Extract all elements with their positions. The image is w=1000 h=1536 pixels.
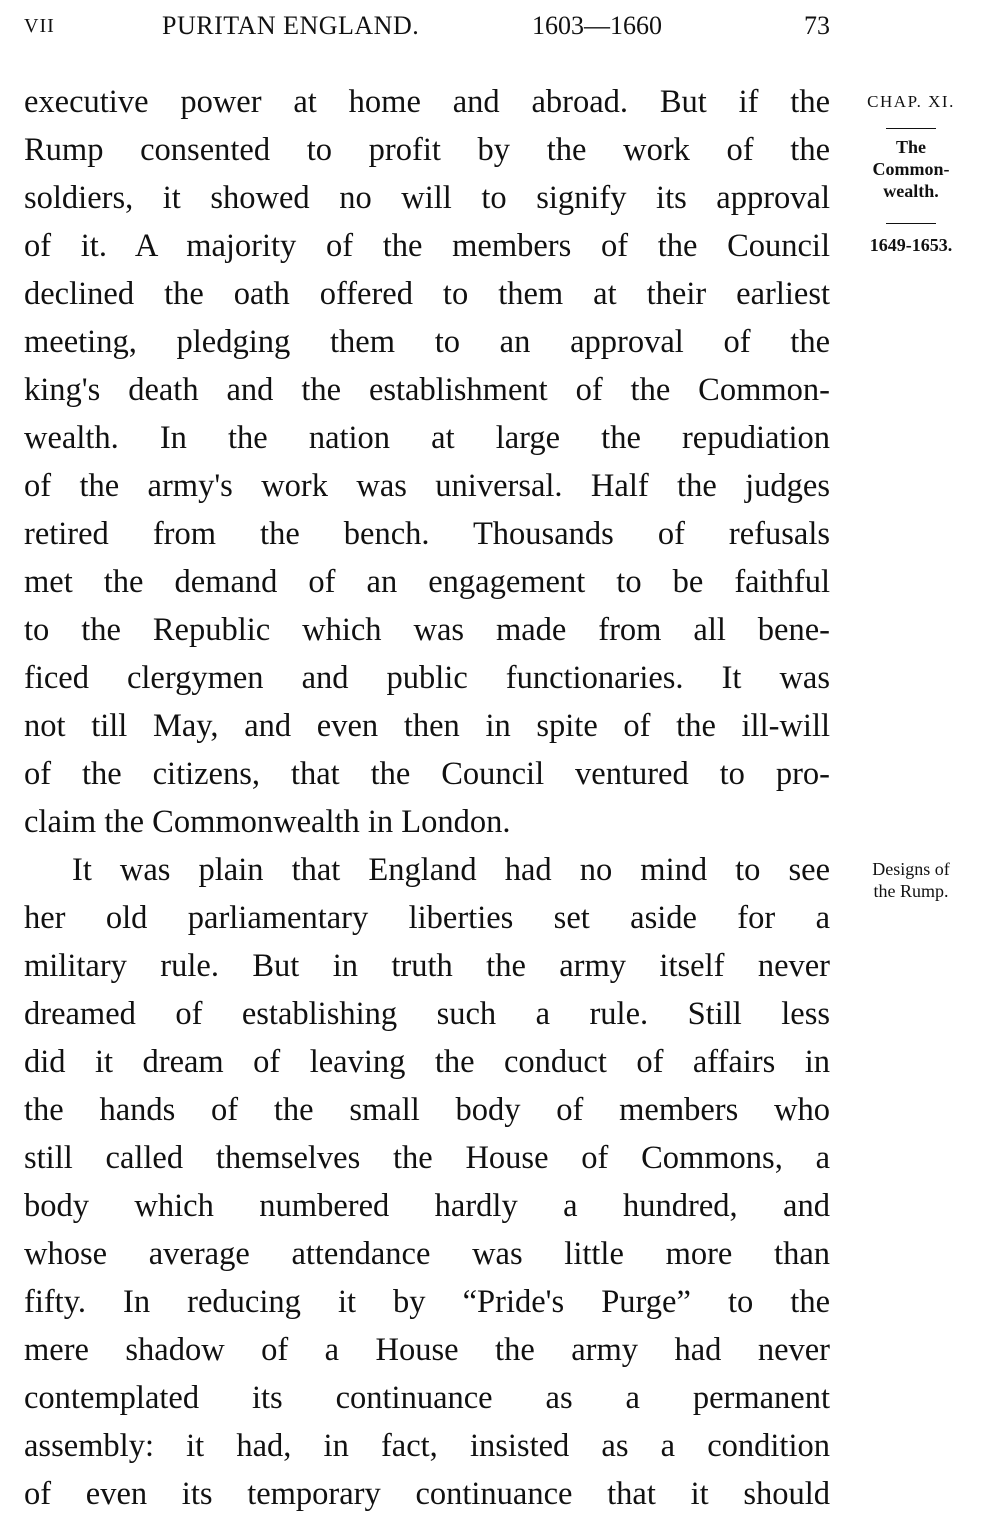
text-line: military rule. But in truth the army itself never (24, 948, 830, 984)
side-note-section-line: Designs of (872, 859, 950, 879)
text-line: declined the oath offered to them at their earliest (24, 276, 830, 312)
text-line: still called themselves the House of Commons, a (24, 1140, 830, 1176)
text-line: claim the Commonwealth in London. (24, 804, 511, 840)
page-number: 73 (804, 11, 830, 40)
side-note-rule (886, 128, 936, 129)
text-line: to the Republic which was made from all bene- (24, 612, 830, 648)
text-line: of it. A majority of the members of the Council (24, 228, 830, 264)
text-line: of the citizens, that the Council ventured to pro- (24, 756, 830, 792)
body-text (24, 78, 830, 1518)
text-line: Rump consented to profit by the work of the (24, 132, 830, 168)
text-line: assembly: it had, in fact, insisted as a condition (24, 1428, 830, 1464)
text-line: her old parliamentary liberties set aside for a (24, 900, 830, 936)
text-line: dreamed of establishing such a rule. Still less (24, 996, 830, 1032)
text-line: mere shadow of a House the army had never (24, 1332, 830, 1368)
side-note-subject (848, 136, 974, 202)
text-line: wealth. In the nation at large the repudiation (24, 420, 830, 456)
text-line: retired from the bench. Thousands of refusals (24, 516, 830, 552)
side-note-chapter: CHAP. XI. (867, 92, 955, 111)
side-note-period: 1649-1653. (869, 235, 953, 255)
running-head-chapter: VII (24, 15, 55, 37)
side-note-section (848, 858, 974, 902)
text-line: of even its temporary continuance that it should (24, 1476, 830, 1512)
text-line: contemplated its continuance as a permanent (24, 1380, 830, 1416)
text-line: body which numbered hardly a hundred, and (24, 1188, 830, 1224)
text-line: fifty. In reducing it by “Pride's Purge” to the (24, 1284, 830, 1320)
text-line: whose average attendance was little more than (24, 1236, 830, 1272)
side-note-subject-line: Common- (872, 159, 950, 179)
side-note-section-line: the Rump. (873, 881, 949, 901)
text-line: the hands of the small body of members who (24, 1092, 830, 1128)
running-head-title: PURITAN ENGLAND. (162, 11, 420, 40)
side-note-subject-line: wealth. (883, 181, 939, 201)
running-head-dates: 1603—1660 (532, 11, 662, 40)
text-line: king's death and the establishment of the Common- (24, 372, 830, 408)
side-note-subject-line: The (895, 137, 926, 157)
text-line: ficed clergymen and public functionaries. It was (24, 660, 830, 696)
text-line: soldiers, it showed no will to signify its approval (24, 180, 830, 216)
running-head (24, 8, 830, 44)
side-note-rule (886, 223, 936, 224)
text-line: of the army's work was universal. Half the judges (24, 468, 830, 504)
text-line: did it dream of leaving the conduct of affairs in (24, 1044, 830, 1080)
text-line: It was plain that England had no mind to see (72, 852, 830, 888)
text-line: not till May, and even then in spite of the ill-will (24, 708, 830, 744)
text-line: executive power at home and abroad. But if the (24, 84, 830, 120)
text-line: meeting, pledging them to an approval of the (24, 324, 830, 360)
text-line: met the demand of an engagement to be faithful (24, 564, 830, 600)
